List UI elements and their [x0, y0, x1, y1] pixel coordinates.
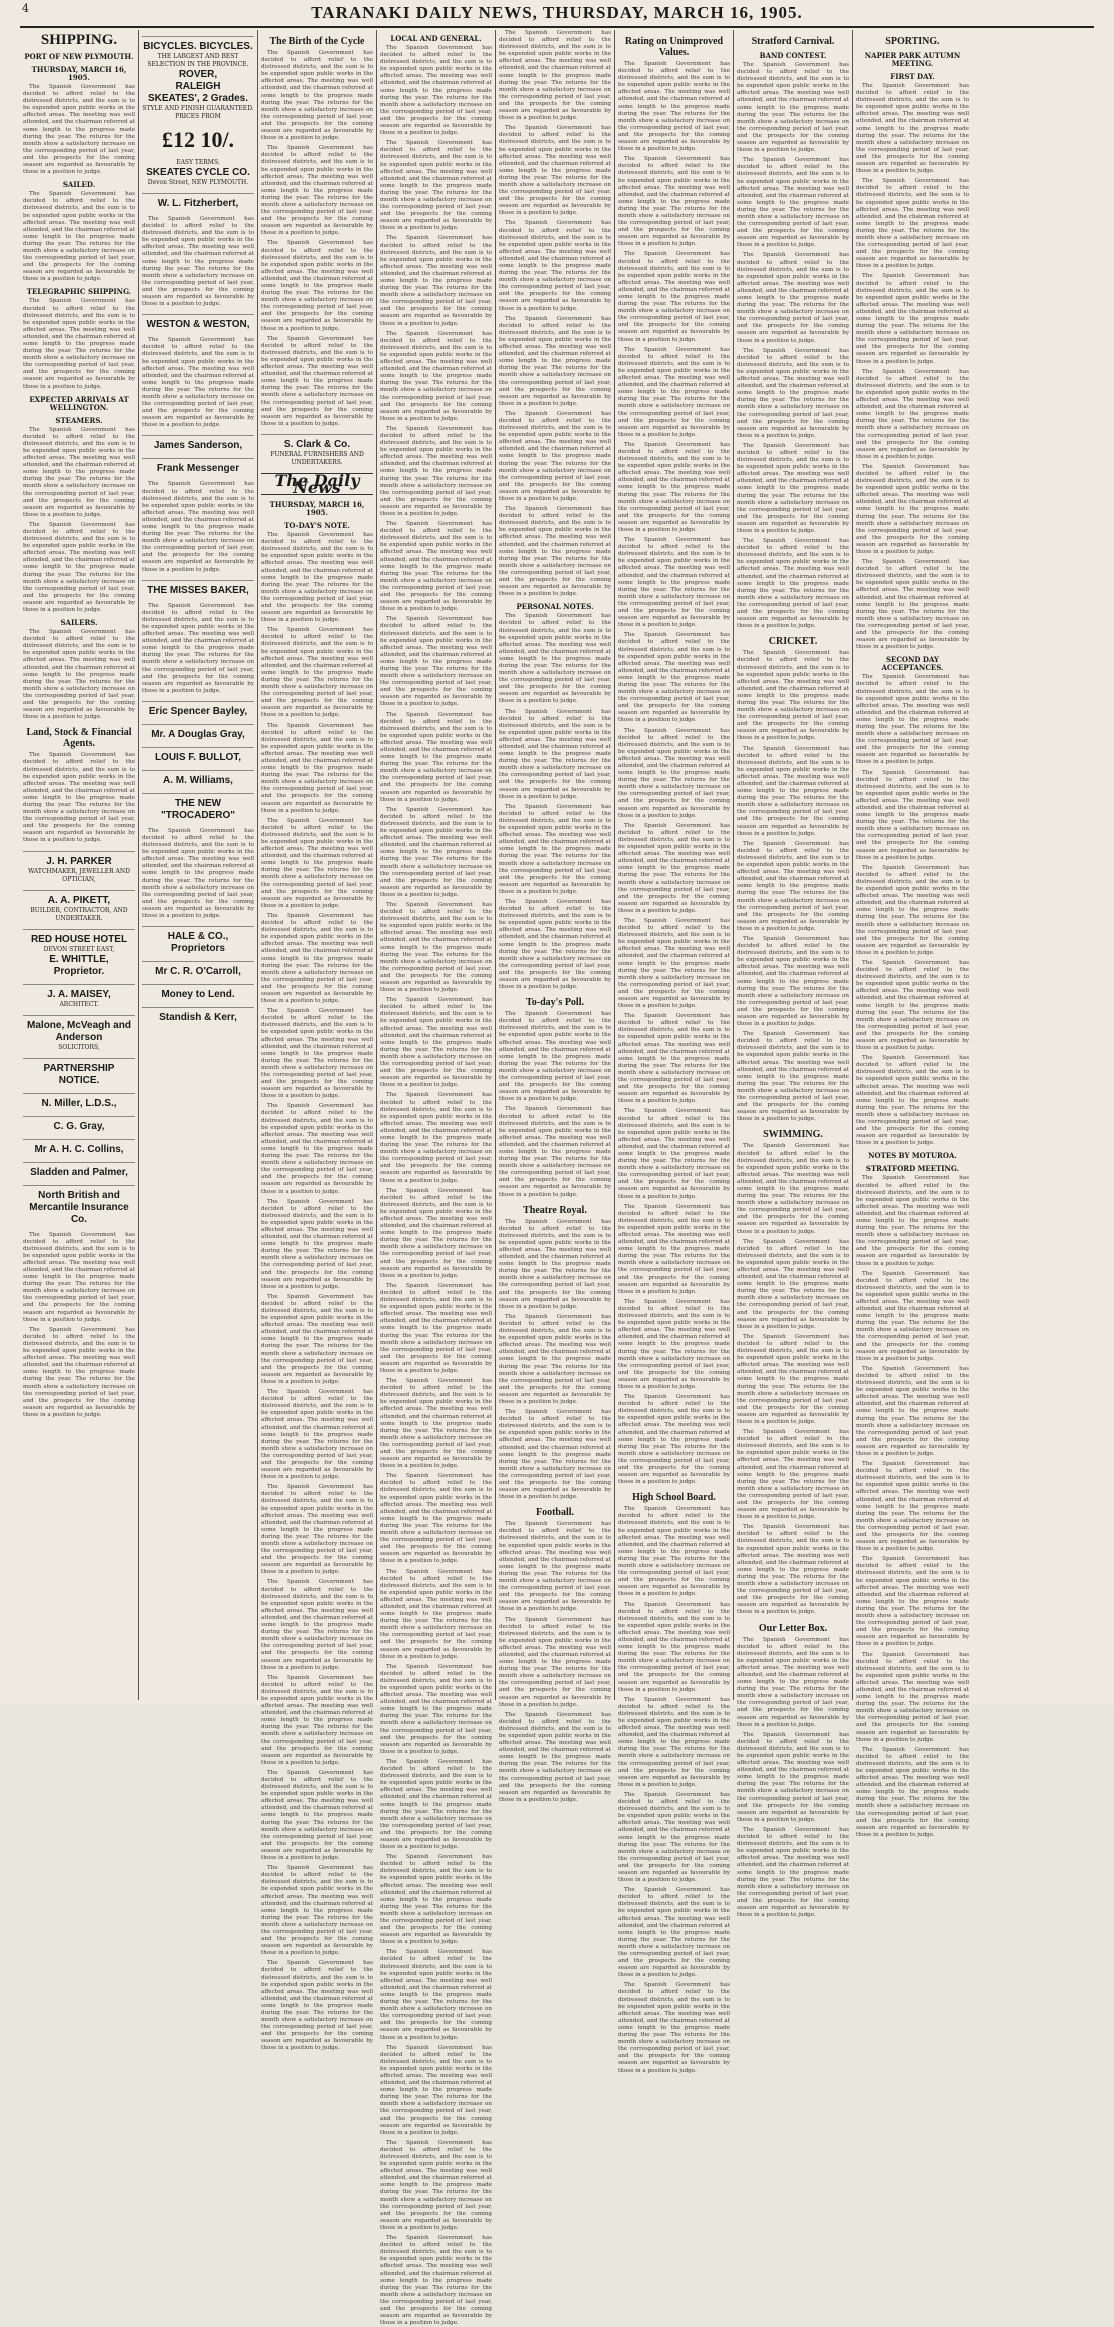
northbritish-advert: North British and Mercantile Insurance Co.	[23, 1185, 135, 1226]
bayley-advert: Eric Spencer Bayley,	[142, 701, 254, 718]
page-number: 4	[22, 2, 29, 15]
body-text: The Spanish Government has decided to afford relief to the distressed districts, and the sum is to be expended upon public works in the affected areas. The meeting was well attended, and the chairman referred at some length to the progress made during the year. The returns for the month show a satisfactory increase on the corresponding period of last year, and the prospects for the coming season are regarded as favourable by those in a position to judge. The Spanish Government has decided to afford relief to the distressed districts, and the sum is to be expended upon public works in the affected areas. The meeting was well attended, and the chairman referred at some length to the progress made during the year. The returns for the month show a satisfactory increase on the corresponding period of last year, and the prospects for the coming season are regarded as favourable by those in a position to judge.	[499, 1011, 611, 1198]
redhouse-advert: RED HOUSE HOTEL DEVON STREET EAST, E. WHITTLE, Proprietor.	[23, 929, 135, 978]
column-news	[496, 30, 615, 1803]
masthead-title: TARANAKI DAILY NEWS, THURSDAY, MARCH 16, 1905.	[20, 2, 1094, 28]
body-text: The Spanish Government has decided to afford relief to the distressed districts, and the sum is to be expended upon public works in the affected areas. The meeting was well attended, and the chairman referred at some length to the progress made during the year. The returns for the month show a satisfactory increase on the corresponding period of last year, and the prospects for the coming season are regarded as favourable by those in a position to judge.	[23, 629, 135, 721]
body-text: The Spanish Government has decided to afford relief to the distressed districts, and the sum is to be expended upon public works in the affected areas. The meeting was well attended, and the chairman referred at some length to the progress made during the year. The returns for the month show a satisfactory increase on the corresponding period of last year, and the prospects for the coming season are regarded as favourable by those in a position to judge.	[23, 298, 135, 390]
column-adverts	[139, 30, 258, 1700]
baker-advert: THE MISSES BAKER,	[142, 580, 254, 597]
body-text: The Spanish Government has decided to afford relief to the distressed districts, and the sum is to be expended upon public works in the affected areas. The meeting was well attended, and the chairman referred at some length to the progress made during the year. The returns for the month show a satisfactory increase on the corresponding period of last year, and the prospects for the coming season are regarded as favourable by those in a position to judge. The Spanish Government has decided to afford relief to the distressed districts, and the sum is to be expended upon public works in the affected areas. The meeting was well attended, and the chairman referred at some length to the progress made during the year. The returns for the month show a satisfactory increase on the corresponding period of last year, and the prospects for the coming season are regarded as favourable by those in a position to judge.	[23, 1231, 135, 1418]
body-text: The Spanish Government has decided to afford relief to the distressed districts, and the sum is to be expended upon public works in the affected areas. The meeting was well attended, and the chairman referred at some length to the progress made during the year. The returns for the month show a satisfactory increase on the corresponding period of last year, and the prospects for the coming season are regarded as favourable by those in a position to judge. The Spanish Government has decided to afford relief to the distressed districts, and the sum is to be expended upon public works in the affected areas. The meeting was well attended, and the chairman referred at some length to the progress made during the year. The returns for the month show a satisfactory increase on the corresponding period of last year, and the prospects for the coming season are regarded as favourable by those in a position to judge. The Spanish Government has decided to afford relief to the distressed districts, and the sum is to be expended upon public works in the affected areas. The meeting was well attended, and the chairman referred at some length to the progress made during the year. The returns for the month show a satisfactory increase on the corresponding period of last year, and the prospects for the coming season are regarded as favourable by those in a position to judge. The Spanish Government has decided to afford relief to the distressed districts, and the sum is to be expended upon public works in the affected areas. The meeting was well attended, and the chairman referred at some length to the progress made during the year. The returns for the month show a satisfactory increase on the corresponding period of last year, and the prospects for the coming season are regarded as favourable by those in a position to judge. The Spanish Government has decided to afford relief to the distressed districts, and the sum is to be expended upon public works in the affected areas. The meeting was well attended, and the chairman referred at some length to the progress made during the year. The returns for the month show a satisfactory increase on the corresponding period of last year, and the prospects for the coming season are regarded as favourable by those in a position to judge. The Spanish Government has decided to afford relief to the distressed districts, and the sum is to be expended upon public works in the affected areas. The meeting was well attended, and the chairman referred at some length to the progress made during the year. The returns for the month show a satisfactory increase on the corresponding period of last year, and the prospects for the coming season are regarded as favourable by those in a position to judge.	[499, 30, 611, 598]
sanderson-advert: James Sanderson,	[142, 435, 254, 452]
fitzherbert-advert: W. L. Fitzherbert,	[142, 193, 254, 210]
body-text: The Spanish Government has decided to afford relief to the distressed districts, and the sum is to be expended upon public works in the affected areas. The meeting was well attended, and the chairman referred at some length to the progress made during the year. The returns for the month show a satisfactory increase on the corresponding period of last year, and the prospects for the coming season are regarded as favourable by those in a position to judge. The Spanish Government has decided to afford relief to the distressed districts, and the sum is to be expended upon public works in the affected areas. The meeting was well attended, and the chairman referred at some length to the progress made during the year. The returns for the month show a satisfactory increase on the corresponding period of last year, and the prospects for the coming season are regarded as favourable by those in a position to judge. The Spanish Government has decided to afford relief to the distressed districts, and the sum is to be expended upon public works in the affected areas. The meeting was well attended, and the chairman referred at some length to the progress made during the year. The returns for the month show a satisfactory increase on the corresponding period of last year, and the prospects for the coming season are regarded as favourable by those in a position to judge. The Spanish Government has decided to afford relief to the distressed districts, and the sum is to be expended upon public works in the affected areas. The meeting was well attended, and the chairman referred at some length to the progress made during the year. The returns for the month show a satisfactory increase on the corresponding period of last year, and the prospects for the coming season are regarded as favourable by those in a position to judge. The Spanish Government has decided to afford relief to the distressed districts, and the sum is to be expended upon public works in the affected areas. The meeting was well attended, and the chairman referred at some length to the progress made during the year. The returns for the month show a satisfactory increase on the corresponding period of last year, and the prospects for the coming season are regarded as favourable by those in a position to judge. The Spanish Government has decided to afford relief to the distressed districts, and the sum is to be expended upon public works in the affected areas. The meeting was well attended, and the chairman referred at some length to the progress made during the year. The returns for the month show a satisfactory increase on the corresponding period of last year, and the prospects for the coming season are regarded as favourable by those in a position to judge.	[737, 62, 849, 630]
expected-heading: EXPECTED ARRIVALS AT WELLINGTON.	[29, 394, 129, 412]
column-editorial	[258, 30, 377, 2052]
body-text: The Spanish Government has decided to afford relief to the distressed districts, and the sum is to be expended upon public works in the affected areas. The meeting was well attended, and the chairman referred at some length to the progress made during the year. The returns for the month show a satisfactory increase on the corresponding period of last year, and the prospects for the coming season are regarded as favourable by those in a position to judge.	[142, 481, 254, 573]
douglas-advert: Mr. A Douglas Gray,	[142, 724, 254, 741]
parker-advert: J. H. PARKER WATCHMAKER, JEWELLER AND OPTICIAN,	[23, 851, 135, 884]
body-text: The Spanish Government has decided to afford relief to the distressed districts, and the sum is to be expended upon public works in the affected areas. The meeting was well attended, and the chairman referred at some length to the progress made during the year. The returns for the month show a satisfactory increase on the corresponding period of last year, and the prospects for the coming season are regarded as favourable by those in a position to judge.	[142, 602, 254, 694]
column-sporting	[853, 30, 972, 1838]
todays-note-heading: TO-DAY'S NOTE.	[284, 521, 350, 531]
daily-news-title: The Daily News	[261, 473, 373, 495]
body-text: The Spanish Government has decided to afford relief to the distressed districts, and the sum is to be expended upon public works in the affected areas. The meeting was well attended, and the chairman referred at some length to the progress made during the year. The returns for the month show a satisfactory increase on the corresponding period of last year, and the prospects for the coming season are regarded as favourable by those in a position to judge. The Spanish Government has decided to afford relief to the distressed districts, and the sum is to be expended upon public works in the affected areas. The meeting was well attended, and the chairman referred at some length to the progress made during the year. The returns for the month show a satisfactory increase on the corresponding period of last year, and the prospects for the coming season are regarded as favourable by those in a position to judge. The Spanish Government has decided to afford relief to the distressed districts, and the sum is to be expended upon public works in the affected areas. The meeting was well attended, and the chairman referred at some length to the progress made during the year. The returns for the month show a satisfactory increase on the corresponding period of last year, and the prospects for the coming season are regarded as favourable by those in a position to judge. The Spanish Government has decided to afford relief to the distressed districts, and the sum is to be expended upon public works in the affected areas. The meeting was well attended, and the chairman referred at some length to the progress made during the year. The returns for the month show a satisfactory increase on the corresponding period of last year, and the prospects for the coming season are regarded as favourable by those in a position to judge. The Spanish Government has decided to afford relief to the distressed districts, and the sum is to be expended upon public works in the affected areas. The meeting was well attended, and the chairman referred at some length to the progress made during the year. The returns for the month show a satisfactory increase on the corresponding period of last year, and the prospects for the coming season are regarded as favourable by those in a position to judge. The Spanish Government has decided to afford relief to the distressed districts, and the sum is to be expended upon public works in the affected areas. The meeting was well attended, and the chairman referred at some length to the progress made during the year. The returns for the month show a satisfactory increase on the corresponding period of last year, and the prospects for the coming season are regarded as favourable by those in a position to judge. The Spanish Government has decided to afford relief to the distressed districts, and the sum is to be expended upon public works in the affected areas. The meeting was well attended, and the chairman referred at some length to the progress made during the year. The returns for the month show a satisfactory increase on the corresponding period of last year, and the prospects for the coming season are regarded as favourable by those in a position to judge. The Spanish Government has decided to afford relief to the distressed districts, and the sum is to be expended upon public works in the affected areas. The meeting was well attended, and the chairman referred at some length to the progress made during the year. The returns for the month show a satisfactory increase on the corresponding period of last year, and the prospects for the coming season are regarded as favourable by those in a position to judge. The Spanish Government has decided to afford relief to the distressed districts, and the sum is to be expended upon public works in the affected areas. The meeting was well attended, and the chairman referred at some length to the progress made during the year. The returns for the month show a satisfactory increase on the corresponding period of last year, and the prospects for the coming season are regarded as favourable by those in a position to judge. The Spanish Government has decided to afford relief to the distressed districts, and the sum is to be expended upon public works in the affected areas. The meeting was well attended, and the chairman referred at some length to the progress made during the year. The returns for the month show a satisfactory increase on the corresponding period of last year, and the prospects for the coming season are regarded as favourable by those in a position to judge. The Spanish Government has decided to afford relief to the distressed districts, and the sum is to be expended upon public works in the affected areas. The meeting was well attended, and the chairman referred at some length to the progress made during the year. The returns for the month show a satisfactory increase on the corresponding period of last year, and the prospects for the coming season are regarded as favourable by those in a position to judge. The Spanish Government has decided to afford relief to the distressed districts, and the sum is to be expended upon public works in the affected areas. The meeting was well attended, and the chairman referred at some length to the progress made during the year. The returns for the month show a satisfactory increase on the corresponding period of last year, and the prospects for the coming season are regarded as favourable by those in a position to judge. The Spanish Government has decided to afford relief to the distressed districts, and the sum is to be expended upon public works in the affected areas. The meeting was well attended, and the chairman referred at some length to the progress made during the year. The returns for the month show a satisfactory increase on the corresponding period of last year, and the prospects for the coming season are regarded as favourable by those in a position to judge. The Spanish Government has decided to afford relief to the distressed districts, and the sum is to be expended upon public works in the affected areas. The meeting was well attended, and the chairman referred at some length to the progress made during the year. The returns for the month show a satisfactory increase on the corresponding period of last year, and the prospects for the coming season are regarded as favourable by those in a position to judge. The Spanish Government has decided to afford relief to the distressed districts, and the sum is to be expended upon public works in the affected areas. The meeting was well attended, and the chairman referred at some length to the progress made during the year. The returns for the month show a satisfactory increase on the corresponding period of last year, and the prospects for the coming season are regarded as favourable by those in a position to judge.	[618, 61, 730, 1486]
date-subheading: THURSDAY, MARCH 16, 1905.	[31, 65, 127, 82]
column-rating	[615, 30, 734, 2074]
body-text: The Spanish Government has decided to afford relief to the distressed districts, and the sum is to be expended upon public works in the affected areas. The meeting was well attended, and the chairman referred at some length to the progress made during the year. The returns for the month show a satisfactory increase on the corresponding period of last year, and the prospects for the coming season are regarded as favourable by those in a position to judge. The Spanish Government has decided to afford relief to the distressed districts, and the sum is to be expended upon public works in the affected areas. The meeting was well attended, and the chairman referred at some length to the progress made during the year. The returns for the month show a satisfactory increase on the corresponding period of last year, and the prospects for the coming season are regarded as favourable by those in a position to judge. The Spanish Government has decided to afford relief to the distressed districts, and the sum is to be expended upon public works in the affected areas. The meeting was well attended, and the chairman referred at some length to the progress made during the year. The returns for the month show a satisfactory increase on the corresponding period of last year, and the prospects for the coming season are regarded as favourable by those in a position to judge. The Spanish Government has decided to afford relief to the distressed districts, and the sum is to be expended upon public works in the affected areas. The meeting was well attended, and the chairman referred at some length to the progress made during the year. The returns for the month show a satisfactory increase on the corresponding period of last year, and the prospects for the coming season are regarded as favourable by those in a position to judge.	[499, 613, 611, 991]
clark-advert: S. Clark & Co. FUNERAL FURNISHERS AND UNDERTAKERS.	[261, 434, 373, 467]
body-text: The Spanish Government has decided to afford relief to the distressed districts, and the sum is to be expended upon public works in the affected areas. The meeting was well attended, and the chairman referred at some length to the progress made during the year. The returns for the month show a satisfactory increase on the corresponding period of last year, and the prospects for the coming season are regarded as favourable by those in a position to judge. The Spanish Government has decided to afford relief to the distressed districts, and the sum is to be expended upon public works in the affected areas. The meeting was well attended, and the chairman referred at some length to the progress made during the year. The returns for the month show a satisfactory increase on the corresponding period of last year, and the prospects for the coming season are regarded as favourable by those in a position to judge. The Spanish Government has decided to afford relief to the distressed districts, and the sum is to be expended upon public works in the affected areas. The meeting was well attended, and the chairman referred at some length to the progress made during the year. The returns for the month show a satisfactory increase on the corresponding period of last year, and the prospects for the coming season are regarded as favourable by those in a position to judge.	[499, 1521, 611, 1803]
sailers-heading: SAILERS.	[60, 618, 98, 628]
body-text: The Spanish Government has decided to afford relief to the distressed districts, and the sum is to be expended upon public works in the affected areas. The meeting was well attended, and the chairman referred at some length to the progress made during the year. The returns for the month show a satisfactory increase on the corresponding period of last year, and the prospects for the coming season are regarded as favourable by those in a position to judge. The Spanish Government has decided to afford relief to the distressed districts, and the sum is to be expended upon public works in the affected areas. The meeting was well attended, and the chairman referred at some length to the progress made during the year. The returns for the month show a satisfactory increase on the corresponding period of last year, and the prospects for the coming season are regarded as favourable by those in a position to judge. The Spanish Government has decided to afford relief to the distressed districts, and the sum is to be expended upon public works in the affected areas. The meeting was well attended, and the chairman referred at some length to the progress made during the year. The returns for the month show a satisfactory increase on the corresponding period of last year, and the prospects for the coming season are regarded as favourable by those in a position to judge. The Spanish Government has decided to afford relief to the distressed districts, and the sum is to be expended upon public works in the affected areas. The meeting was well attended, and the chairman referred at some length to the progress made during the year. The returns for the month show a satisfactory increase on the corresponding period of last year, and the prospects for the coming season are regarded as favourable by those in a position to judge. The Spanish Government has decided to afford relief to the distressed districts, and the sum is to be expended upon public works in the affected areas. The meeting was well attended, and the chairman referred at some length to the progress made during the year. The returns for the month show a satisfactory increase on the corresponding period of last year, and the prospects for the coming season are regarded as favourable by those in a position to judge.	[737, 650, 849, 1123]
body-text: The Spanish Government has decided to afford relief to the distressed districts, and the sum is to be expended upon public works in the affected areas. The meeting was well attended, and the chairman referred at some length to the progress made during the year. The returns for the month show a satisfactory increase on the corresponding period of last year, and the prospects for the coming season are regarded as favourable by those in a position to judge. The Spanish Government has decided to afford relief to the distressed districts, and the sum is to be expended upon public works in the affected areas. The meeting was well attended, and the chairman referred at some length to the progress made during the year. The returns for the month show a satisfactory increase on the corresponding period of last year, and the prospects for the coming season are regarded as favourable by those in a position to judge. The Spanish Government has decided to afford relief to the distressed districts, and the sum is to be expended upon public works in the affected areas. The meeting was well attended, and the chairman referred at some length to the progress made during the year. The returns for the month show a satisfactory increase on the corresponding period of last year, and the prospects for the coming season are regarded as favourable by those in a position to judge. The Spanish Government has decided to afford relief to the distressed districts, and the sum is to be expended upon public works in the affected areas. The meeting was well attended, and the chairman referred at some length to the progress made during the year. The returns for the month show a satisfactory increase on the corresponding period of last year, and the prospects for the coming season are regarded as favourable by those in a position to judge.	[261, 50, 373, 427]
rating-heading: Rating on Unimproved Values.	[624, 36, 724, 58]
steamers-heading: STEAMERS.	[55, 415, 103, 425]
cricket-heading: CRICKET.	[768, 636, 818, 648]
body-text: The Spanish Government has decided to afford relief to the distressed districts, and the sum is to be expended upon public works in the affected areas. The meeting was well attended, and the chairman referred at some length to the progress made during the year. The returns for the month show a satisfactory increase on the corresponding period of last year, and the prospects for the coming season are regarded as favourable by those in a position to judge.	[142, 337, 254, 429]
first-day-heading: FIRST DAY.	[890, 72, 935, 81]
stratford-meeting-heading: STRATFORD MEETING.	[865, 1164, 960, 1174]
bicycles-advert: BICYCLES. BICYCLES. THE LARGEST AND BEST SELECTION IN THE PROVINCE. ROVER, RALEIGH SKEATES', 2 Grades. STYLE AND FINISH GUARANTEED. PRICES FROM £12 10/. EASY TERMS. SKEATES CYCLE CO. Devon Street, NEW PLYMOUTH.	[142, 36, 254, 187]
port-heading: PORT OF NEW PLYMOUTH.	[24, 52, 134, 61]
shipping-heading: SHIPPING.	[40, 32, 118, 48]
messenger-advert: Frank Messenger	[142, 458, 254, 475]
money-advert: Money to Lend.	[142, 984, 254, 1001]
body-text: The Spanish Government has decided to afford relief to the distressed districts, and the sum is to be expended upon public works in the affected areas. The meeting was well attended, and the chairman referred at some length to the progress made during the year. The returns for the month show a satisfactory increase on the corresponding period of last year, and the prospects for the coming season are regarded as favourable by those in a position to judge. The Spanish Government has decided to afford relief to the distressed districts, and the sum is to be expended upon public works in the affected areas. The meeting was well attended, and the chairman referred at some length to the progress made during the year. The returns for the month show a satisfactory increase on the corresponding period of last year, and the prospects for the coming season are regarded as favourable by those in a position to judge. The Spanish Government has decided to afford relief to the distressed districts, and the sum is to be expended upon public works in the affected areas. The meeting was well attended, and the chairman referred at some length to the progress made during the year. The returns for the month show a satisfactory increase on the corresponding period of last year, and the prospects for the coming season are regarded as favourable by those in a position to judge. The Spanish Government has decided to afford relief to the distressed districts, and the sum is to be expended upon public works in the affected areas. The meeting was well attended, and the chairman referred at some length to the progress made during the year. The returns for the month show a satisfactory increase on the corresponding period of last year, and the prospects for the coming season are regarded as favourable by those in a position to judge. The Spanish Government has decided to afford relief to the distressed districts, and the sum is to be expended upon public works in the affected areas. The meeting was well attended, and the chairman referred at some length to the progress made during the year. The returns for the month show a satisfactory increase on the corresponding period of last year, and the prospects for the coming season are regarded as favourable by those in a position to judge. The Spanish Government has decided to afford relief to the distressed districts, and the sum is to be expended upon public works in the affected areas. The meeting was well attended, and the chairman referred at some length to the progress made during the year. The returns for the month show a satisfactory increase on the corresponding period of last year, and the prospects for the coming season are regarded as favourable by those in a position to judge. The Spanish Government has decided to afford relief to the distressed districts, and the sum is to be expended upon public works in the affected areas. The meeting was well attended, and the chairman referred at some length to the progress made during the year. The returns for the month show a satisfactory increase on the corresponding period of last year, and the prospects for the coming season are regarded as favourable by those in a position to judge.	[856, 1175, 969, 1838]
collins-advert: Mr A. H. C. Collins,	[23, 1139, 135, 1156]
miller-advert: N. Miller, L.D.S.,	[23, 1093, 135, 1110]
sailed-heading: SAILED.	[62, 180, 96, 190]
body-text: The Spanish Government has decided to afford relief to the distressed districts, and the sum is to be expended upon public works in the affected areas. The meeting was well attended, and the chairman referred at some length to the progress made during the year. The returns for the month show a satisfactory increase on the corresponding period of last year, and the prospects for the coming season are regarded as favourable by those in a position to judge. The Spanish Government has decided to afford relief to the distressed districts, and the sum is to be expended upon public works in the affected areas. The meeting was well attended, and the chairman referred at some length to the progress made during the year. The returns for the month show a satisfactory increase on the corresponding period of last year, and the prospects for the coming season are regarded as favourable by those in a position to judge. The Spanish Government has decided to afford relief to the distressed districts, and the sum is to be expended upon public works in the affected areas. The meeting was well attended, and the chairman referred at some length to the progress made during the year. The returns for the month show a satisfactory increase on the corresponding period of last year, and the prospects for the coming season are regarded as favourable by those in a position to judge. The Spanish Government has decided to afford relief to the distressed districts, and the sum is to be expended upon public works in the affected areas. The meeting was well attended, and the chairman referred at some length to the progress made during the year. The returns for the month show a satisfactory increase on the corresponding period of last year, and the prospects for the coming season are regarded as favourable by those in a position to judge. The Spanish Government has decided to afford relief to the distressed districts, and the sum is to be expended upon public works in the affected areas. The meeting was well attended, and the chairman referred at some length to the progress made during the year. The returns for the month show a satisfactory increase on the corresponding period of last year, and the prospects for the coming season are regarded as favourable by those in a position to judge. The Spanish Government has decided to afford relief to the distressed districts, and the sum is to be expended upon public works in the affected areas. The meeting was well attended, and the chairman referred at some length to the progress made during the year. The returns for the month show a satisfactory increase on the corresponding period of last year, and the prospects for the coming season are regarded as favourable by those in a position to judge.	[856, 83, 969, 651]
body-text: The Spanish Government has decided to afford relief to the distressed districts, and the sum is to be expended upon public works in the affected areas. The meeting was well attended, and the chairman referred at some length to the progress made during the year. The returns for the month show a satisfactory increase on the corresponding period of last year, and the prospects for the coming season are regarded as favourable by those in a position to judge. The Spanish Government has decided to afford relief to the distressed districts, and the sum is to be expended upon public works in the affected areas. The meeting was well attended, and the chairman referred at some length to the progress made during the year. The returns for the month show a satisfactory increase on the corresponding period of last year, and the prospects for the coming season are regarded as favourable by those in a position to judge. The Spanish Government has decided to afford relief to the distressed districts, and the sum is to be expended upon public works in the affected areas. The meeting was well attended, and the chairman referred at some length to the progress made during the year. The returns for the month show a satisfactory increase on the corresponding period of last year, and the prospects for the coming season are regarded as favourable by those in a position to judge. The Spanish Government has decided to afford relief to the distressed districts, and the sum is to be expended upon public works in the affected areas. The meeting was well attended, and the chairman referred at some length to the progress made during the year. The returns for the month show a satisfactory increase on the corresponding period of last year, and the prospects for the coming season are regarded as favourable by those in a position to judge. The Spanish Government has decided to afford relief to the distressed districts, and the sum is to be expended upon public works in the affected areas. The meeting was well attended, and the chairman referred at some length to the progress made during the year. The returns for the month show a satisfactory increase on the corresponding period of last year, and the prospects for the coming season are regarded as favourable by those in a position to judge.	[856, 674, 969, 1147]
column-carnival	[734, 30, 853, 1919]
pikett-advert: A. A. PIKETT, BUILDER, CONTRACTOR, AND UNDERTAKER.	[23, 890, 135, 923]
todays-poll-heading: To-day's Poll.	[526, 997, 584, 1009]
malone-advert: Malone, McVeagh and Anderson SOLICITORS,	[23, 1015, 135, 1052]
sladden-advert: Sladden and Palmer,	[23, 1162, 135, 1179]
carnival-heading: Stratford Carnival.	[751, 36, 835, 47]
body-text: The Spanish Government has decided to afford relief to the distressed districts, and the sum is to be expended upon public works in the affected areas. The meeting was well attended, and the chairman referred at some length to the progress made during the year. The returns for the month show a satisfactory increase on the corresponding period of last year, and the prospects for the coming season are regarded as favourable by those in a position to judge. The Spanish Government has decided to afford relief to the distressed districts, and the sum is to be expended upon public works in the affected areas. The meeting was well attended, and the chairman referred at some length to the progress made during the year. The returns for the month show a satisfactory increase on the corresponding period of last year, and the prospects for the coming season are regarded as favourable by those in a position to judge. The Spanish Government has decided to afford relief to the distressed districts, and the sum is to be expended upon public works in the affected areas. The meeting was well attended, and the chairman referred at some length to the progress made during the year. The returns for the month show a satisfactory increase on the corresponding period of last year, and the prospects for the coming season are regarded as favourable by those in a position to judge. The Spanish Government has decided to afford relief to the distressed districts, and the sum is to be expended upon public works in the affected areas. The meeting was well attended, and the chairman referred at some length to the progress made during the year. The returns for the month show a satisfactory increase on the corresponding period of last year, and the prospects for the coming season are regarded as favourable by those in a position to judge. The Spanish Government has decided to afford relief to the distressed districts, and the sum is to be expended upon public works in the affected areas. The meeting was well attended, and the chairman referred at some length to the progress made during the year. The returns for the month show a satisfactory increase on the corresponding period of last year, and the prospects for the coming season are regarded as favourable by those in a position to judge. The Spanish Government has decided to afford relief to the distressed districts, and the sum is to be expended upon public works in the affected areas. The meeting was well attended, and the chairman referred at some length to the progress made during the year. The returns for the month show a satisfactory increase on the corresponding period of last year, and the prospects for the coming season are regarded as favourable by those in a position to judge. The Spanish Government has decided to afford relief to the distressed districts, and the sum is to be expended upon public works in the affected areas. The meeting was well attended, and the chairman referred at some length to the progress made during the year. The returns for the month show a satisfactory increase on the corresponding period of last year, and the prospects for the coming season are regarded as favourable by those in a position to judge. The Spanish Government has decided to afford relief to the distressed districts, and the sum is to be expended upon public works in the affected areas. The meeting was well attended, and the chairman referred at some length to the progress made during the year. The returns for the month show a satisfactory increase on the corresponding period of last year, and the prospects for the coming season are regarded as favourable by those in a position to judge. The Spanish Government has decided to afford relief to the distressed districts, and the sum is to be expended upon public works in the affected areas. The meeting was well attended, and the chairman referred at some length to the progress made during the year. The returns for the month show a satisfactory increase on the corresponding period of last year, and the prospects for the coming season are regarded as favourable by those in a position to judge. The Spanish Government has decided to afford relief to the distressed districts, and the sum is to be expended upon public works in the affected areas. The meeting was well attended, and the chairman referred at some length to the progress made during the year. The returns for the month show a satisfactory increase on the corresponding period of last year, and the prospects for the coming season are regarded as favourable by those in a position to judge. The Spanish Government has decided to afford relief to the distressed districts, and the sum is to be expended upon public works in the affected areas. The meeting was well attended, and the chairman referred at some length to the progress made during the year. The returns for the month show a satisfactory increase on the corresponding period of last year, and the prospects for the coming season are regarded as favourable by those in a position to judge. The Spanish Government has decided to afford relief to the distressed districts, and the sum is to be expended upon public works in the affected areas. The meeting was well attended, and the chairman referred at some length to the progress made during the year. The returns for the month show a satisfactory increase on the corresponding period of last year, and the prospects for the coming season are regarded as favourable by those in a position to judge. The Spanish Government has decided to afford relief to the distressed districts, and the sum is to be expended upon public works in the affected areas. The meeting was well attended, and the chairman referred at some length to the progress made during the year. The returns for the month show a satisfactory increase on the corresponding period of last year, and the prospects for the coming season are regarded as favourable by those in a position to judge. The Spanish Government has decided to afford relief to the distressed districts, and the sum is to be expended upon public works in the affected areas. The meeting was well attended, and the chairman referred at some length to the progress made during the year. The returns for the month show a satisfactory increase on the corresponding period of last year, and the prospects for the coming season are regarded as favourable by those in a position to judge. The Spanish Government has decided to afford relief to the distressed districts, and the sum is to be expended upon public works in the affected areas. The meeting was well attended, and the chairman referred at some length to the progress made during the year. The returns for the month show a satisfactory increase on the corresponding period of last year, and the prospects for the coming season are regarded as favourable by those in a position to judge. The Spanish Government has decided to afford relief to the distressed districts, and the sum is to be expended upon public works in the affected areas. The meeting was well attended, and the chairman referred at some length to the progress made during the year. The returns for the month show a satisfactory increase on the corresponding period of last year, and the prospects for the coming season are regarded as favourable by those in a position to judge. The Spanish Government has decided to afford relief to the distressed districts, and the sum is to be expended upon public works in the affected areas. The meeting was well attended, and the chairman referred at some length to the progress made during the year. The returns for the month show a satisfactory increase on the corresponding period of last year, and the prospects for the coming season are regarded as favourable by those in a position to judge. The Spanish Government has decided to afford relief to the distressed districts, and the sum is to be expended upon public works in the affected areas. The meeting was well attended, and the chairman referred at some length to the progress made during the year. The returns for the month show a satisfactory increase on the corresponding period of last year, and the prospects for the coming season are regarded as favourable by those in a position to judge. The Spanish Government has decided to afford relief to the distressed districts, and the sum is to be expended upon public works in the affected areas. The meeting was well attended, and the chairman referred at some length to the progress made during the year. The returns for the month show a satisfactory increase on the corresponding period of last year, and the prospects for the coming season are regarded as favourable by those in a position to judge. The Spanish Government has decided to afford relief to the distressed districts, and the sum is to be expended upon public works in the affected areas. The meeting was well attended, and the chairman referred at some length to the progress made during the year. The returns for the month show a satisfactory increase on the corresponding period of last year, and the prospects for the coming season are regarded as favourable by those in a position to judge. The Spanish Government has decided to afford relief to the distressed districts, and the sum is to be expended upon public works in the affected areas. The meeting was well attended, and the chairman referred at some length to the progress made during the year. The returns for the month show a satisfactory increase on the corresponding period of last year, and the prospects for the coming season are regarded as favourable by those in a position to judge. The Spanish Government has decided to afford relief to the distressed districts, and the sum is to be expended upon public works in the affected areas. The meeting was well attended, and the chairman referred at some length to the progress made during the year. The returns for the month show a satisfactory increase on the corresponding period of last year, and the prospects for the coming season are regarded as favourable by those in a position to judge. The Spanish Government has decided to afford relief to the distressed districts, and the sum is to be expended upon public works in the affected areas. The meeting was well attended, and the chairman referred at some length to the progress made during the year. The returns for the month show a satisfactory increase on the corresponding period of last year, and the prospects for the coming season are regarded as favourable by those in a position to judge. The Spanish Government has decided to afford relief to the distressed districts, and the sum is to be expended upon public works in the affected areas. The meeting was well attended, and the chairman referred at some length to the progress made during the year. The returns for the month show a satisfactory increase on the corresponding period of last year, and the prospects for the coming season are regarded as favourable by those in a position to judge.	[380, 45, 492, 2327]
body-text: The Spanish Government has decided to afford relief to the distressed districts, and the sum is to be expended upon public works in the affected areas. The meeting was well attended, and the chairman referred at some length to the progress made during the year. The returns for the month show a satisfactory increase on the corresponding period of last year, and the prospects for the coming season are regarded as favourable by those in a position to judge.	[23, 191, 135, 283]
body-text: The Spanish Government has decided to afford relief to the distressed districts, and the sum is to be expended upon public works in the affected areas. The meeting was well attended, and the chairman referred at some length to the progress made during the year. The returns for the month show a satisfactory increase on the corresponding period of last year, and the prospects for the coming season are regarded as favourable by those in a position to judge. The Spanish Government has decided to afford relief to the distressed districts, and the sum is to be expended upon public works in the affected areas. The meeting was well attended, and the chairman referred at some length to the progress made during the year. The returns for the month show a satisfactory increase on the corresponding period of last year, and the prospects for the coming season are regarded as favourable by those in a position to judge. The Spanish Government has decided to afford relief to the distressed districts, and the sum is to be expended upon public works in the affected areas. The meeting was well attended, and the chairman referred at some length to the progress made during the year. The returns for the month show a satisfactory increase on the corresponding period of last year, and the prospects for the coming season are regarded as favourable by those in a position to judge. The Spanish Government has decided to afford relief to the distressed districts, and the sum is to be expended upon public works in the affected areas. The meeting was well attended, and the chairman referred at some length to the progress made during the year. The returns for the month show a satisfactory increase on the corresponding period of last year, and the prospects for the coming season are regarded as favourable by those in a position to judge. The Spanish Government has decided to afford relief to the distressed districts, and the sum is to be expended upon public works in the affected areas. The meeting was well attended, and the chairman referred at some length to the progress made during the year. The returns for the month show a satisfactory increase on the corresponding period of last year, and the prospects for the coming season are regarded as favourable by those in a position to judge. The Spanish Government has decided to afford relief to the distressed districts, and the sum is to be expended upon public works in the affected areas. The meeting was well attended, and the chairman referred at some length to the progress made during the year. The returns for the month show a satisfactory increase on the corresponding period of last year, and the prospects for the coming season are regarded as favourable by those in a position to judge. The Spanish Government has decided to afford relief to the distressed districts, and the sum is to be expended upon public works in the affected areas. The meeting was well attended, and the chairman referred at some length to the progress made during the year. The returns for the month show a satisfactory increase on the corresponding period of last year, and the prospects for the coming season are regarded as favourable by those in a position to judge. The Spanish Government has decided to afford relief to the distressed districts, and the sum is to be expended upon public works in the affected areas. The meeting was well attended, and the chairman referred at some length to the progress made during the year. The returns for the month show a satisfactory increase on the corresponding period of last year, and the prospects for the coming season are regarded as favourable by those in a position to judge. The Spanish Government has decided to afford relief to the distressed districts, and the sum is to be expended upon public works in the affected areas. The meeting was well attended, and the chairman referred at some length to the progress made during the year. The returns for the month show a satisfactory increase on the corresponding period of last year, and the prospects for the coming season are regarded as favourable by those in a position to judge. The Spanish Government has decided to afford relief to the distressed districts, and the sum is to be expended upon public works in the affected areas. The meeting was well attended, and the chairman referred at some length to the progress made during the year. The returns for the month show a satisfactory increase on the corresponding period of last year, and the prospects for the coming season are regarded as favourable by those in a position to judge. The Spanish Government has decided to afford relief to the distressed districts, and the sum is to be expended upon public works in the affected areas. The meeting was well attended, and the chairman referred at some length to the progress made during the year. The returns for the month show a satisfactory increase on the corresponding period of last year, and the prospects for the coming season are regarded as favourable by those in a position to judge. The Spanish Government has decided to afford relief to the distressed districts, and the sum is to be expended upon public works in the affected areas. The meeting was well attended, and the chairman referred at some length to the progress made during the year. The returns for the month show a satisfactory increase on the corresponding period of last year, and the prospects for the coming season are regarded as favourable by those in a position to judge. The Spanish Government has decided to afford relief to the distressed districts, and the sum is to be expended upon public works in the affected areas. The meeting was well attended, and the chairman referred at some length to the progress made during the year. The returns for the month show a satisfactory increase on the corresponding period of last year, and the prospects for the coming season are regarded as favourable by those in a position to judge. The Spanish Government has decided to afford relief to the distressed districts, and the sum is to be expended upon public works in the affected areas. The meeting was well attended, and the chairman referred at some length to the progress made during the year. The returns for the month show a satisfactory increase on the corresponding period of last year, and the prospects for the coming season are regarded as favourable by those in a position to judge. The Spanish Government has decided to afford relief to the distressed districts, and the sum is to be expended upon public works in the affected areas. The meeting was well attended, and the chairman referred at some length to the progress made during the year. The returns for the month show a satisfactory increase on the corresponding period of last year, and the prospects for the coming season are regarded as favourable by those in a position to judge. The Spanish Government has decided to afford relief to the distressed districts, and the sum is to be expended upon public works in the affected areas. The meeting was well attended, and the chairman referred at some length to the progress made during the year. The returns for the month show a satisfactory increase on the corresponding period of last year, and the prospects for the coming season are regarded as favourable by those in a position to judge.	[261, 532, 373, 2052]
football-heading: Football.	[535, 1507, 575, 1519]
body-text: The Spanish Government has decided to afford relief to the distressed districts, and the sum is to be expended upon public works in the affected areas. The meeting was well attended, and the chairman referred at some length to the progress made during the year. The returns for the month show a satisfactory increase on the corresponding period of last year, and the prospects for the coming season are regarded as favourable by those in a position to judge.	[142, 216, 254, 308]
body-text: The Spanish Government has decided to afford relief to the distressed districts, and the sum is to be expended upon public works in the affected areas. The meeting was well attended, and the chairman referred at some length to the progress made during the year. The returns for the month show a satisfactory increase on the corresponding period of last year, and the prospects for the coming season are regarded as favourable by those in a position to judge. The Spanish Government has decided to afford relief to the distressed districts, and the sum is to be expended upon public works in the affected areas. The meeting was well attended, and the chairman referred at some length to the progress made during the year. The returns for the month show a satisfactory increase on the corresponding period of last year, and the prospects for the coming season are regarded as favourable by those in a position to judge. The Spanish Government has decided to afford relief to the distressed districts, and the sum is to be expended upon public works in the affected areas. The meeting was well attended, and the chairman referred at some length to the progress made during the year. The returns for the month show a satisfactory increase on the corresponding period of last year, and the prospects for the coming season are regarded as favourable by those in a position to judge.	[499, 1218, 611, 1501]
weston-advert: WESTON & WESTON,	[142, 314, 254, 331]
local-general-heading: LOCAL AND GENERAL.	[390, 34, 482, 43]
gray-advert: C. G. Gray,	[23, 1116, 135, 1133]
ocarroll-advert: Mr C. R. O'Carroll,	[142, 961, 254, 978]
standish-advert: Standish & Kerr,	[142, 1007, 254, 1024]
body-text: The Spanish Government has decided to afford relief to the distressed districts, and the sum is to be expended upon public works in the affected areas. The meeting was well attended, and the chairman referred at some length to the progress made during the year. The returns for the month show a satisfactory increase on the corresponding period of last year, and the prospects for the coming season are regarded as favourable by those in a position to judge.	[23, 752, 135, 844]
moturoa-heading: NOTES BY MOTUROA.	[868, 1151, 957, 1161]
agents-heading: Land, Stock & Financial Agents.	[26, 727, 132, 750]
personal-notes-heading: PERSONAL NOTES.	[516, 602, 594, 612]
telegraphic-heading: TELEGRAPHIC SHIPPING.	[26, 287, 132, 297]
body-text: The Spanish Government has decided to afford relief to the distressed districts, and the sum is to be expended upon public works in the affected areas. The meeting was well attended, and the chairman referred at some length to the progress made during the year. The returns for the month show a satisfactory increase on the corresponding period of last year, and the prospects for the coming season are regarded as favourable by those in a position to judge. The Spanish Government has decided to afford relief to the distressed districts, and the sum is to be expended upon public works in the affected areas. The meeting was well attended, and the chairman referred at some length to the progress made during the year. The returns for the month show a satisfactory increase on the corresponding period of last year, and the prospects for the coming season are regarded as favourable by those in a position to judge. The Spanish Government has decided to afford relief to the distressed districts, and the sum is to be expended upon public works in the affected areas. The meeting was well attended, and the chairman referred at some length to the progress made during the year. The returns for the month show a satisfactory increase on the corresponding period of last year, and the prospects for the coming season are regarded as favourable by those in a position to judge.	[737, 1636, 849, 1919]
body-text: The Spanish Government has decided to afford relief to the distressed districts, and the sum is to be expended upon public works in the affected areas. The meeting was well attended, and the chairman referred at some length to the progress made during the year. The returns for the month show a satisfactory increase on the corresponding period of last year, and the prospects for the coming season are regarded as favourable by those in a position to judge. The Spanish Government has decided to afford relief to the distressed districts, and the sum is to be expended upon public works in the affected areas. The meeting was well attended, and the chairman referred at some length to the progress made during the year. The returns for the month show a satisfactory increase on the corresponding period of last year, and the prospects for the coming season are regarded as favourable by those in a position to judge.	[23, 426, 135, 613]
band-contest-heading: BAND CONTEST.	[759, 51, 827, 60]
birth-cycle-heading: The Birth of the Cycle	[269, 36, 365, 47]
body-text: The Spanish Government has decided to afford relief to the distressed districts, and the sum is to be expended upon public works in the affected areas. The meeting was well attended, and the chairman referred at some length to the progress made during the year. The returns for the month show a satisfactory increase on the corresponding period of last year, and the prospects for the coming season are regarded as favourable by those in a position to judge.	[142, 827, 254, 919]
napier-heading: NAPIER PARK AUTUMN MEETING.	[864, 51, 961, 68]
maisey-advert: J. A. MAISEY, ARCHITECT.	[23, 984, 135, 1009]
column-shipping	[20, 30, 139, 1700]
theatre-royal-heading: Theatre Royal.	[523, 1204, 587, 1216]
column-local	[377, 30, 496, 2327]
bullot-advert: LOUIS F. BULLOT,	[142, 747, 254, 764]
letter-box-heading: Our Letter Box.	[758, 1622, 828, 1634]
swimming-heading: SWIMMING.	[763, 1129, 823, 1141]
body-text: The Spanish Government has decided to afford relief to the distressed districts, and the sum is to be expended upon public works in the affected areas. The meeting was well attended, and the chairman referred at some length to the progress made during the year. The returns for the month show a satisfactory increase on the corresponding period of last year, and the prospects for the coming season are regarded as favourable by those in a position to judge. The Spanish Government has decided to afford relief to the distressed districts, and the sum is to be expended upon public works in the affected areas. The meeting was well attended, and the chairman referred at some length to the progress made during the year. The returns for the month show a satisfactory increase on the corresponding period of last year, and the prospects for the coming season are regarded as favourable by those in a position to judge. The Spanish Government has decided to afford relief to the distressed districts, and the sum is to be expended upon public works in the affected areas. The meeting was well attended, and the chairman referred at some length to the progress made during the year. The returns for the month show a satisfactory increase on the corresponding period of last year, and the prospects for the coming season are regarded as favourable by those in a position to judge. The Spanish Government has decided to afford relief to the distressed districts, and the sum is to be expended upon public works in the affected areas. The meeting was well attended, and the chairman referred at some length to the progress made during the year. The returns for the month show a satisfactory increase on the corresponding period of last year, and the prospects for the coming season are regarded as favourable by those in a position to judge. The Spanish Government has decided to afford relief to the distressed districts, and the sum is to be expended upon public works in the affected areas. The meeting was well attended, and the chairman referred at some length to the progress made during the year. The returns for the month show a satisfactory increase on the corresponding period of last year, and the prospects for the coming season are regarded as favourable by those in a position to judge. The Spanish Government has decided to afford relief to the distressed districts, and the sum is to be expended upon public works in the affected areas. The meeting was well attended, and the chairman referred at some length to the progress made during the year. The returns for the month show a satisfactory increase on the corresponding period of last year, and the prospects for the coming season are regarded as favourable by those in a position to judge.	[618, 1506, 730, 2074]
body-text: The Spanish Government has decided to afford relief to the distressed districts, and the sum is to be expended upon public works in the affected areas. The meeting was well attended, and the chairman referred at some length to the progress made during the year. The returns for the month show a satisfactory increase on the corresponding period of last year, and the prospects for the coming season are regarded as favourable by those in a position to judge.	[23, 84, 135, 176]
partnership-advert: PARTNERSHIP NOTICE.	[23, 1058, 135, 1087]
hale-advert: HALE & CO., Proprietors	[142, 926, 254, 955]
second-day-heading: SECOND DAY ACCEPTANCES.	[881, 655, 944, 673]
price-label: £12 10/.	[161, 127, 235, 152]
sporting-heading: SPORTING.	[885, 36, 940, 47]
trocadero-advert: THE NEW "TROCADERO"	[142, 793, 254, 822]
editorial-date: THURSDAY, MARCH 16, 1905.	[269, 500, 365, 518]
body-text: The Spanish Government has decided to afford relief to the distressed districts, and the sum is to be expended upon public works in the affected areas. The meeting was well attended, and the chairman referred at some length to the progress made during the year. The returns for the month show a satisfactory increase on the corresponding period of last year, and the prospects for the coming season are regarded as favourable by those in a position to judge. The Spanish Government has decided to afford relief to the distressed districts, and the sum is to be expended upon public works in the affected areas. The meeting was well attended, and the chairman referred at some length to the progress made during the year. The returns for the month show a satisfactory increase on the corresponding period of last year, and the prospects for the coming season are regarded as favourable by those in a position to judge. The Spanish Government has decided to afford relief to the distressed districts, and the sum is to be expended upon public works in the affected areas. The meeting was well attended, and the chairman referred at some length to the progress made during the year. The returns for the month show a satisfactory increase on the corresponding period of last year, and the prospects for the coming season are regarded as favourable by those in a position to judge. The Spanish Government has decided to afford relief to the distressed districts, and the sum is to be expended upon public works in the affected areas. The meeting was well attended, and the chairman referred at some length to the progress made during the year. The returns for the month show a satisfactory increase on the corresponding period of last year, and the prospects for the coming season are regarded as favourable by those in a position to judge. The Spanish Government has decided to afford relief to the distressed districts, and the sum is to be expended upon public works in the affected areas. The meeting was well attended, and the chairman referred at some length to the progress made during the year. The returns for the month show a satisfactory increase on the corresponding period of last year, and the prospects for the coming season are regarded as favourable by those in a position to judge.	[737, 1143, 849, 1616]
williams-advert: A. M. Williams,	[142, 770, 254, 787]
high-school-heading: High School Board.	[632, 1492, 716, 1504]
